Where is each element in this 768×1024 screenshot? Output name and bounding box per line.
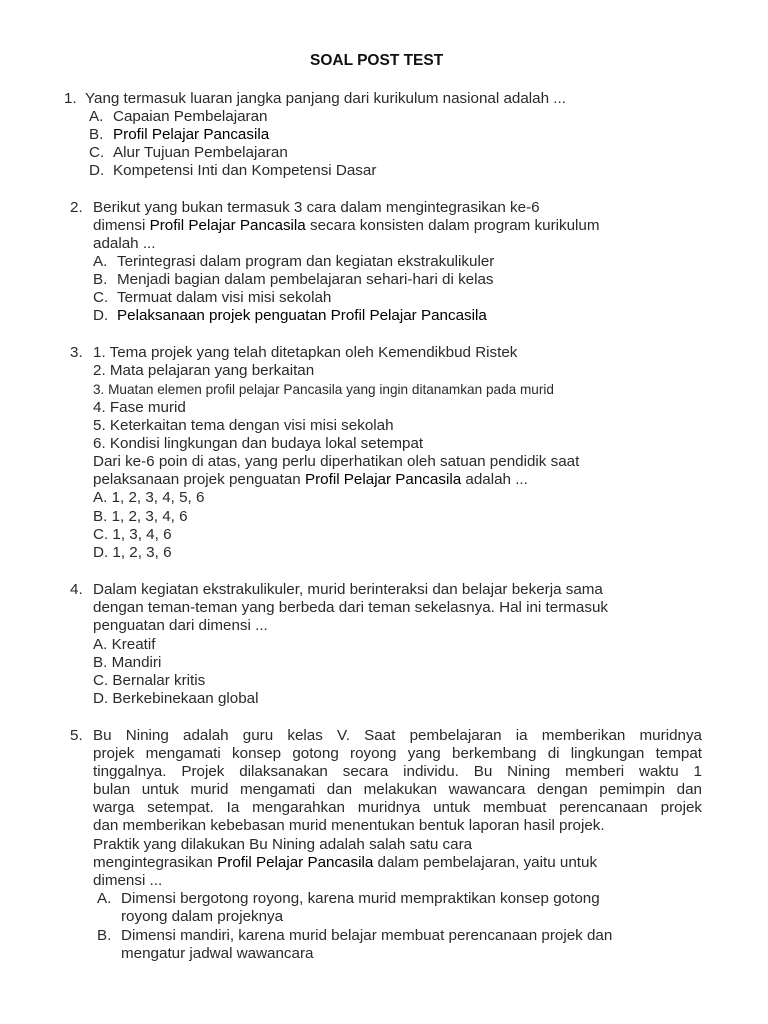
option-text: Pelaksanaan projek penguatan Profil Pelajar Pancasila bbox=[117, 307, 487, 324]
question-stem: dengan teman-teman yang berbeda dari teman sekelasnya. Hal ini termasuk bbox=[93, 599, 608, 616]
question-number: 2. bbox=[70, 199, 83, 216]
option-text: Dimensi bergotong royong, karena murid mempraktikan konsep gotong bbox=[121, 890, 600, 907]
option-text: D. 1, 2, 3, 6 bbox=[93, 544, 172, 561]
question-number: 3. bbox=[70, 344, 83, 361]
question-stem: pelaksanaan projek penguatan Profil Pelajar Pancasila adalah ... bbox=[93, 471, 528, 488]
list-item: 5. Keterkaitan tema dengan visi misi sekolah bbox=[93, 417, 394, 434]
option-text: Terintegrasi dalam program dan kegiatan ekstrakulikuler bbox=[117, 253, 495, 270]
option-letter: B. bbox=[97, 927, 112, 944]
option-text: royong dalam projeknya bbox=[121, 908, 284, 925]
option-text: A. Kreatif bbox=[93, 636, 156, 653]
option-text: C. 1, 3, 4, 6 bbox=[93, 526, 172, 543]
option-text: B. 1, 2, 3, 4, 6 bbox=[93, 508, 188, 525]
question-stem: Dari ke-6 poin di atas, yang perlu diperhatikan oleh satuan pendidik saat bbox=[93, 453, 580, 470]
question-stem: penguatan dari dimensi ... bbox=[93, 617, 268, 634]
option-text: Dimensi mandiri, karena murid belajar membuat perencanaan projek dan bbox=[121, 927, 613, 944]
option-text: Menjadi bagian dalam pembelajaran sehari-hari di kelas bbox=[117, 271, 494, 288]
option-letter: A. bbox=[93, 253, 108, 270]
list-item: 1. Tema projek yang telah ditetapkan oleh Kemendikbud Ristek bbox=[93, 344, 518, 361]
list-item: 2. Mata pelajaran yang berkaitan bbox=[93, 362, 315, 379]
option-letter: B. bbox=[93, 271, 108, 288]
option-letter: C. bbox=[93, 289, 109, 306]
question-stem: warga setempat. Ia mengarahkan muridnya untuk membuat perencanaan projek bbox=[93, 799, 702, 816]
option-letter: C. bbox=[89, 144, 105, 161]
question-stem: Yang termasuk luaran jangka panjang dari kurikulum nasional adalah ... bbox=[85, 90, 566, 107]
option-letter: A. bbox=[89, 108, 104, 125]
list-item: 4. Fase murid bbox=[93, 399, 186, 416]
question-stem: tinggalnya. Projek dilaksanakan secara individu. Bu Nining memberi waktu 1 bbox=[93, 763, 702, 780]
option-text: Kompetensi Inti dan Kompetensi Dasar bbox=[113, 162, 377, 179]
question-number: 5. bbox=[70, 727, 83, 744]
list-item: 3. Muatan elemen profil pelajar Pancasila yang ingin ditanamkan pada murid bbox=[93, 382, 554, 397]
question-stem: projek mengamati konsep gotong royong yang berkembang di lingkungan tempat bbox=[93, 745, 702, 762]
list-item: 6. Kondisi lingkungan dan budaya lokal setempat bbox=[93, 435, 424, 452]
option-text: mengatur jadwal wawancara bbox=[121, 945, 314, 962]
option-text: Capaian Pembelajaran bbox=[113, 108, 268, 125]
question-stem: dimensi Profil Pelajar Pancasila secara konsisten dalam program kurikulum bbox=[93, 217, 600, 234]
option-letter: A. bbox=[97, 890, 112, 907]
question-stem: dan memberikan kebebasan murid menentukan bentuk laporan hasil projek. bbox=[93, 817, 605, 834]
question-stem: mengintegrasikan Profil Pelajar Pancasila dalam pembelajaran, yaitu untuk bbox=[93, 854, 598, 871]
option-text: Termuat dalam visi misi sekolah bbox=[117, 289, 332, 306]
question-stem: Dalam kegiatan ekstrakulikuler, murid berinteraksi dan belajar bekerja sama bbox=[93, 581, 603, 598]
question-number: 1. bbox=[64, 90, 77, 107]
option-letter: B. bbox=[89, 126, 104, 143]
option-text: D. Berkebinekaan global bbox=[93, 690, 259, 707]
question-stem: dimensi ... bbox=[93, 872, 163, 889]
page-title: SOAL POST TEST bbox=[310, 52, 444, 69]
question-stem: Berikut yang bukan termasuk 3 cara dalam mengintegrasikan ke-6 bbox=[93, 199, 540, 216]
option-text: Profil Pelajar Pancasila bbox=[113, 126, 270, 143]
option-text: B. Mandiri bbox=[93, 654, 162, 671]
option-letter: D. bbox=[89, 162, 105, 179]
option-text: Alur Tujuan Pembelajaran bbox=[113, 144, 288, 161]
question-number: 4. bbox=[70, 581, 83, 598]
question-stem: adalah ... bbox=[93, 235, 156, 252]
question-stem: Praktik yang dilakukan Bu Nining adalah salah satu cara bbox=[93, 836, 473, 853]
option-text: A. 1, 2, 3, 4, 5, 6 bbox=[93, 489, 205, 506]
option-letter: D. bbox=[93, 307, 109, 324]
question-stem: bulan untuk murid mengamati dan melakukan wawancara dengan pemimpin dan bbox=[93, 781, 702, 798]
option-text: C. Bernalar kritis bbox=[93, 672, 206, 689]
question-stem: Bu Nining adalah guru kelas V. Saat pembelajaran ia memberikan muridnya bbox=[93, 727, 702, 744]
